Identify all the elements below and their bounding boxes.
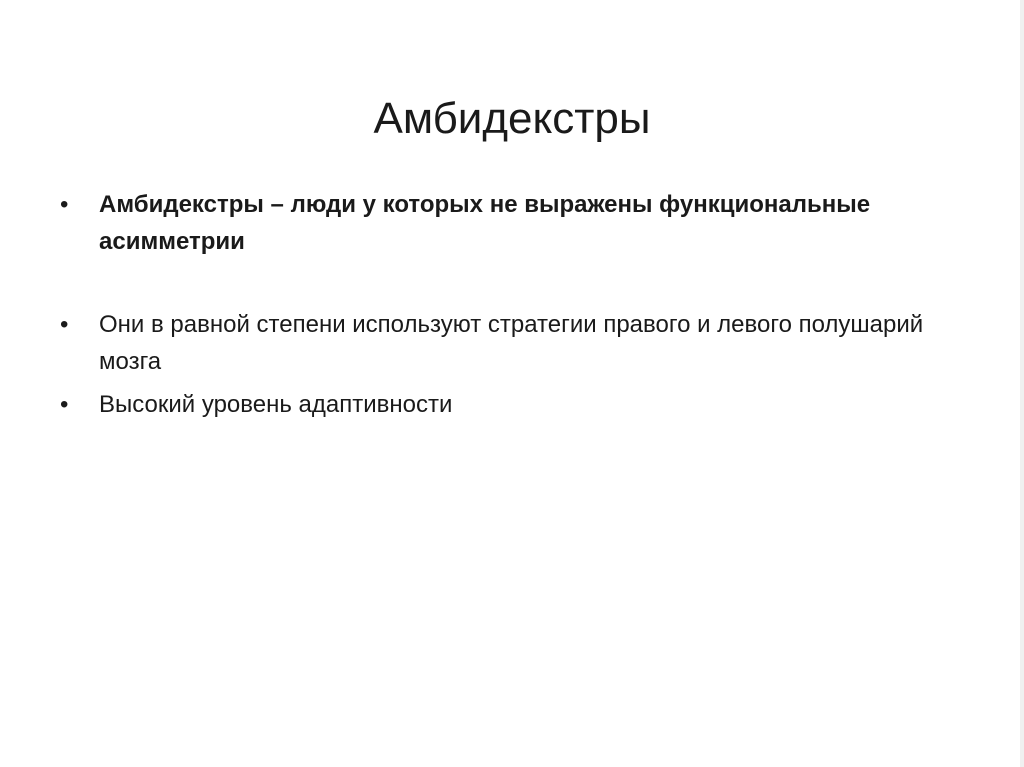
bullet-icon: • (60, 191, 69, 218)
slide-title: Амбидекстры (373, 94, 651, 144)
bullet-item-adaptivity (60, 386, 960, 423)
bullet-item-definition (60, 186, 960, 260)
bullet-item-strategies (60, 306, 960, 380)
bullet-text-adaptivity: Высокий уровень адаптивности (99, 391, 453, 418)
bullet-icon: • (60, 391, 69, 418)
slide-edge-divider (1020, 0, 1024, 767)
bullet-icon: • (60, 311, 69, 338)
bullet-list (60, 186, 960, 423)
bullet-text-strategies: Они в равной степени используют стратегии правого и левого полушарий мозга (99, 311, 924, 375)
bullet-text-definition: Амбидекстры – люди у которых не выражены функциональные асимметрии (99, 191, 871, 255)
